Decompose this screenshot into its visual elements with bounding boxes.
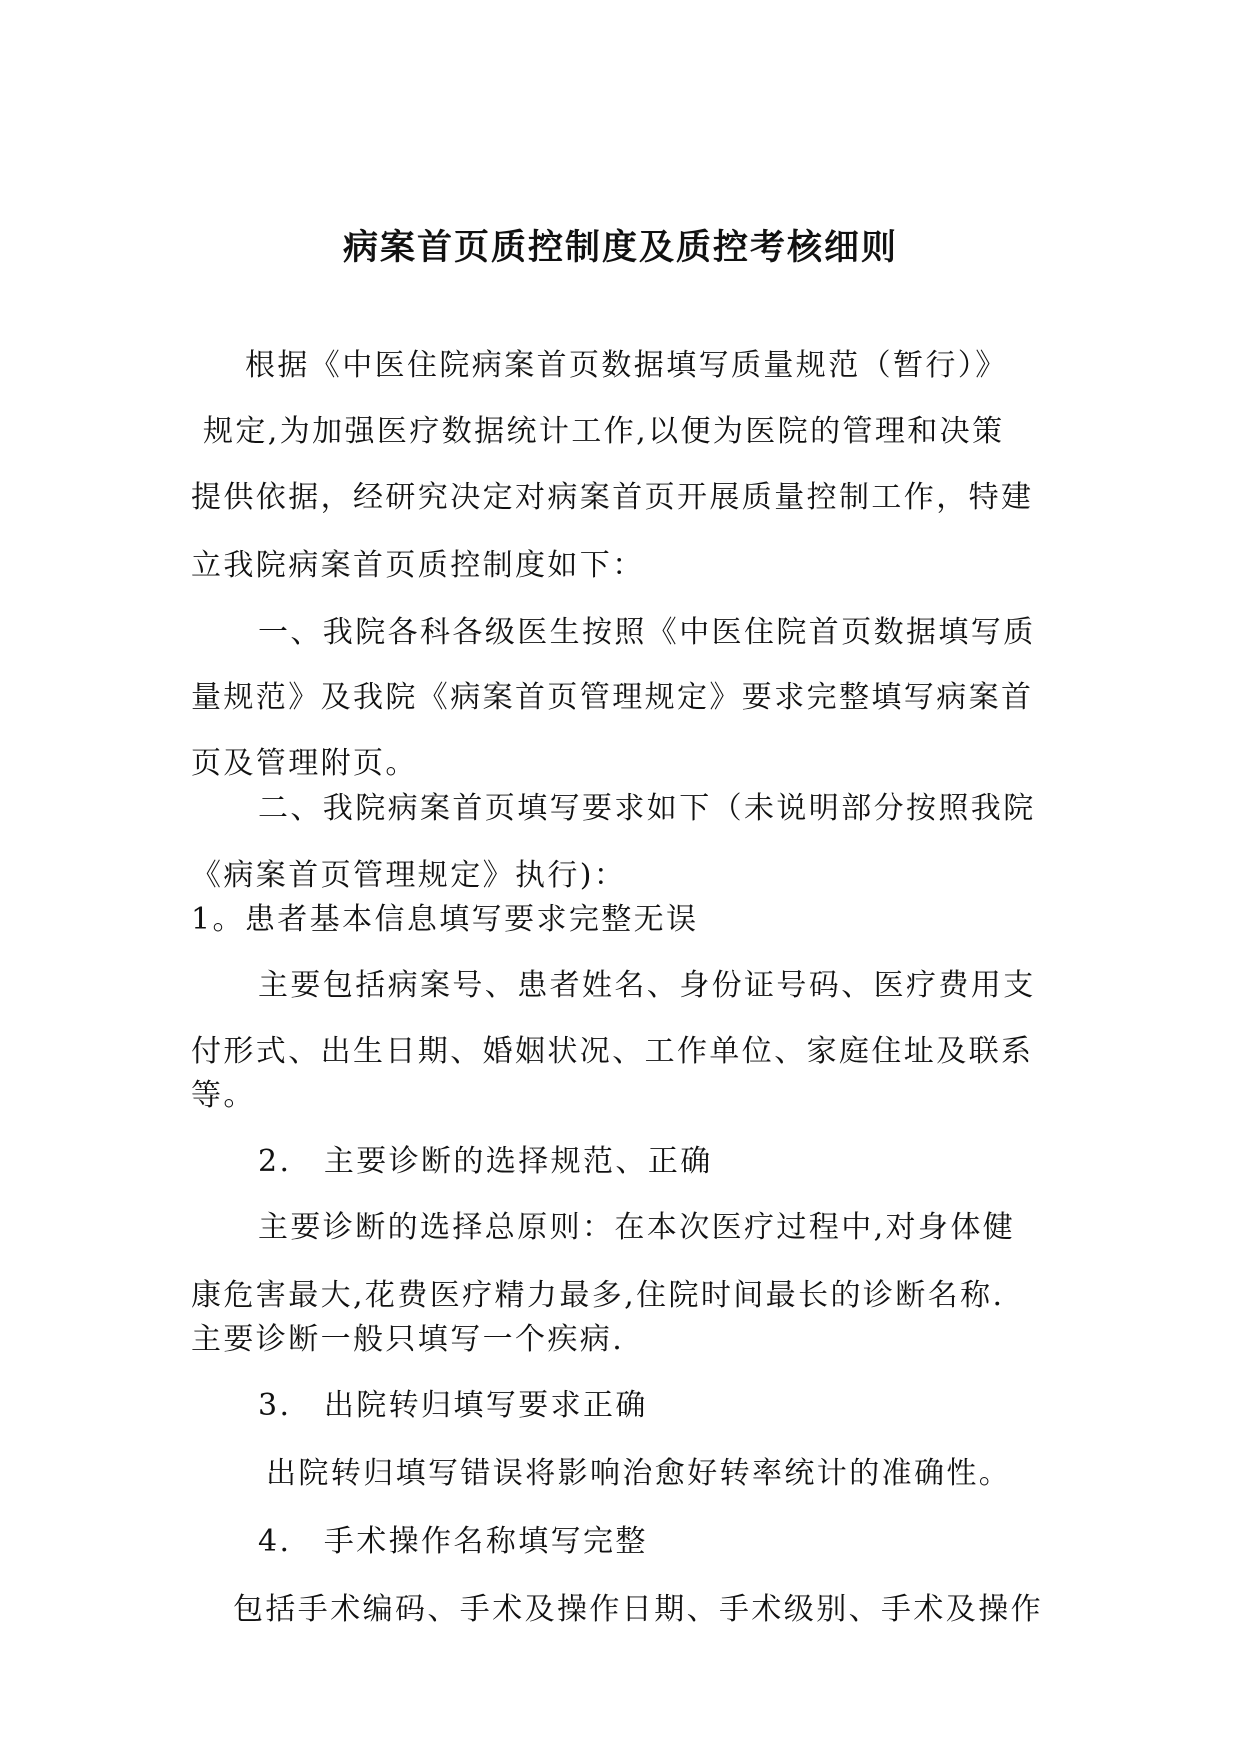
section-heading: 1。患者基本信息填写要求完整无误: [191, 902, 699, 937]
paragraph-line: 《病案首页管理规定》执行)：: [191, 858, 627, 893]
paragraph-line: 康危害最大,花费医疗精力最多,住院时间最长的诊断名称.: [191, 1278, 1005, 1313]
section-heading: 4. 手术操作名称填写完整: [258, 1524, 648, 1559]
paragraph-line: 根据《中医住院病案首页数据填写质量规范（暂行）》: [245, 348, 1008, 383]
section-heading: 2. 主要诊断的选择规范、正确: [258, 1144, 713, 1179]
paragraph-line: 页及管理附页。: [191, 746, 418, 781]
paragraph-line: 量规范》及我院《病案首页管理规定》要求完整填写病案首: [191, 680, 1034, 715]
paragraph-line: 付形式、出生日期、婚姻状况、工作单位、家庭住址及联系: [191, 1034, 1034, 1069]
paragraph-line: 一、我院各科各级医生按照《中医住院首页数据填写质: [258, 615, 1036, 650]
paragraph-line: 主要包括病案号、患者姓名、身份证号码、医疗费用支: [258, 968, 1036, 1003]
paragraph-line: 主要诊断一般只填写一个疾病.: [191, 1322, 625, 1357]
paragraph-line: 提供依据，经研究决定对病案首页开展质量控制工作，特建: [191, 480, 1034, 515]
paragraph-line: 主要诊断的选择总原则：在本次医疗过程中,对身体健: [258, 1210, 1016, 1245]
paragraph-line: 规定,为加强医疗数据统计工作,以便为医院的管理和决策: [203, 414, 1005, 449]
document-title: 病案首页质控制度及质控考核细则: [342, 227, 898, 268]
paragraph-line: 包括手术编码、手术及操作日期、手术级别、手术及操作: [233, 1592, 1043, 1627]
section-heading: 3. 出院转归填写要求正确: [258, 1388, 648, 1423]
paragraph-line: 等。: [191, 1078, 256, 1113]
paragraph-line: 立我院病案首页质控制度如下：: [191, 548, 645, 583]
paragraph-line: 二、我院病案首页填写要求如下（未说明部分按照我院: [258, 791, 1036, 826]
paragraph-line: 出院转归填写错误将影响治愈好转率统计的准确性。: [266, 1456, 1012, 1491]
